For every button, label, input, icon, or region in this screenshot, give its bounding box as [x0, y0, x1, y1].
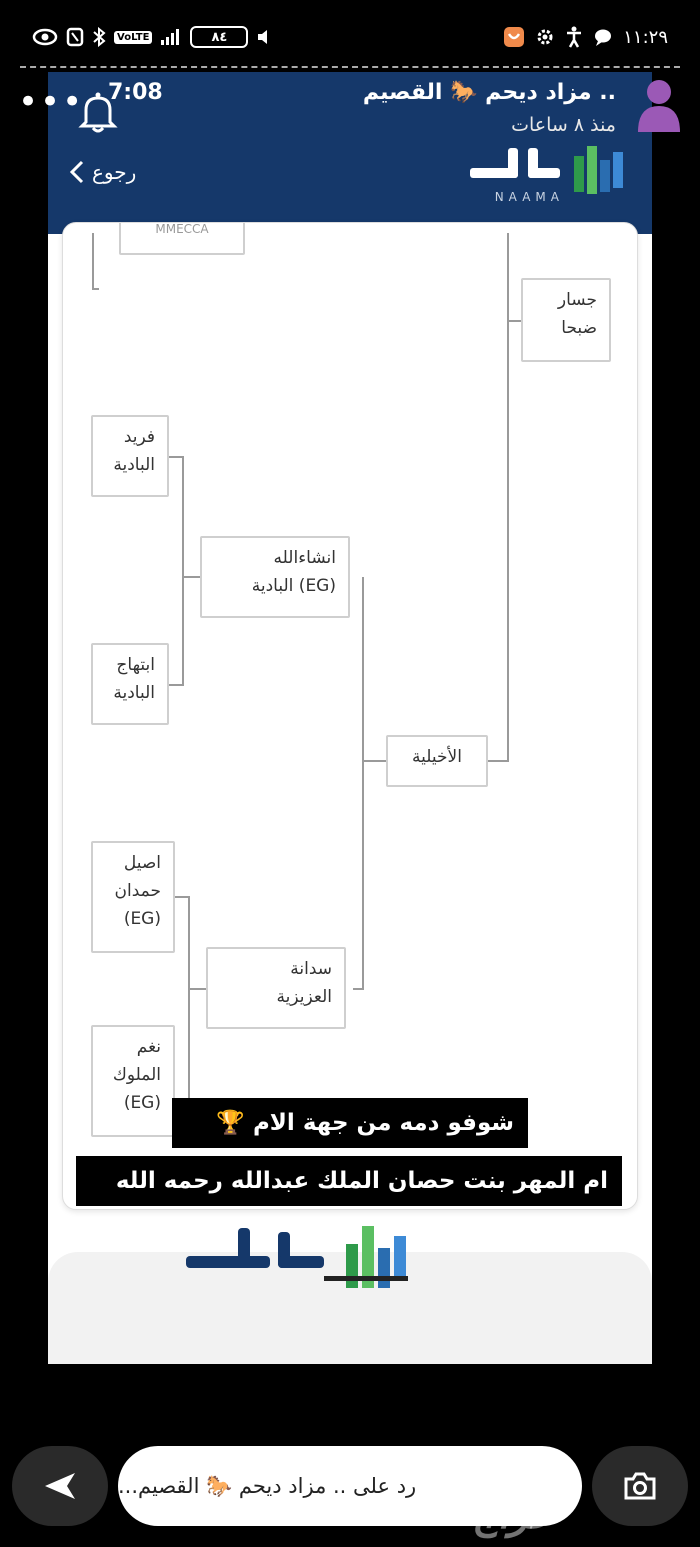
pedigree-card [62, 222, 638, 1210]
accessibility-icon [565, 26, 583, 48]
caption-line-2 [76, 1156, 622, 1206]
eye-icon [32, 28, 58, 46]
naama-footer-logo [186, 1222, 416, 1292]
pedigree-node-cutoff: MMECCA [119, 222, 245, 255]
pedigree-node-ggp4: نغم الملوك (EG) [91, 1025, 175, 1137]
pedigree-node-dam-dam: سدانة العزيزية [206, 947, 346, 1029]
pedigree-node-dam: الأخيلية [386, 735, 488, 787]
pedigree-node-ggp3: اصيل حمدان (EG) [91, 841, 175, 953]
camera-button[interactable] [592, 1446, 688, 1526]
camera-icon [623, 1471, 657, 1501]
signal-icon [160, 28, 182, 46]
caption-text-2: ام المهر بنت حصان الملك عبدالله رحمه الله [115, 1168, 608, 1194]
chevron-left-icon [70, 160, 84, 184]
bell-icon[interactable] [78, 90, 118, 134]
story-progress-divider [20, 66, 680, 68]
settings-gear-icon [535, 27, 555, 47]
pedigree-node-ggp2: ابتهاج البادية [91, 643, 169, 725]
clock: ١١:٢٩ [623, 26, 668, 48]
pedigree-node-champion: جسار ضبحا [521, 278, 611, 362]
bluetooth-icon [92, 27, 106, 47]
send-button[interactable] [12, 1446, 108, 1526]
nfc-icon [66, 27, 84, 47]
haraj-watermark: حراج [472, 1492, 556, 1538]
reply-placeholder: رد على .. مزاد ديحم 🐎 القصيم... [118, 1473, 417, 1498]
status-right [503, 26, 668, 48]
chat-bubble-icon [593, 27, 613, 47]
pedigree-node-ggp1: فريد البادية [91, 415, 169, 497]
user-avatar-icon[interactable] [636, 78, 682, 132]
app-badge-icon [503, 26, 525, 48]
caption-line-1 [172, 1098, 528, 1148]
status-bar [0, 0, 700, 70]
back-label: رجوع [92, 160, 137, 184]
story-title[interactable]: مزاد ديحم 🐎 القصيم .. [362, 80, 616, 105]
mute-icon [256, 29, 274, 45]
status-left [32, 26, 274, 48]
story-image [48, 72, 652, 1364]
battery-indicator [190, 26, 248, 48]
story-timestamp: منذ ٨ ساعات [511, 114, 616, 136]
battery-level: ٨٤ [211, 29, 228, 45]
volte-badge: VoLTE [114, 31, 152, 44]
more-options-icon[interactable]: ••• [18, 82, 85, 122]
send-arrow-icon [43, 1471, 77, 1501]
back-button[interactable] [70, 160, 136, 184]
screenshot-clock: 7:08 [108, 80, 163, 105]
brand-subtitle: NAAMA [494, 190, 564, 204]
pedigree-node-dam-sire: انشاءالله البادية (EG) [200, 536, 350, 618]
caption-text-1: شوفو دمه من جهة الام 🏆 [216, 1110, 514, 1136]
